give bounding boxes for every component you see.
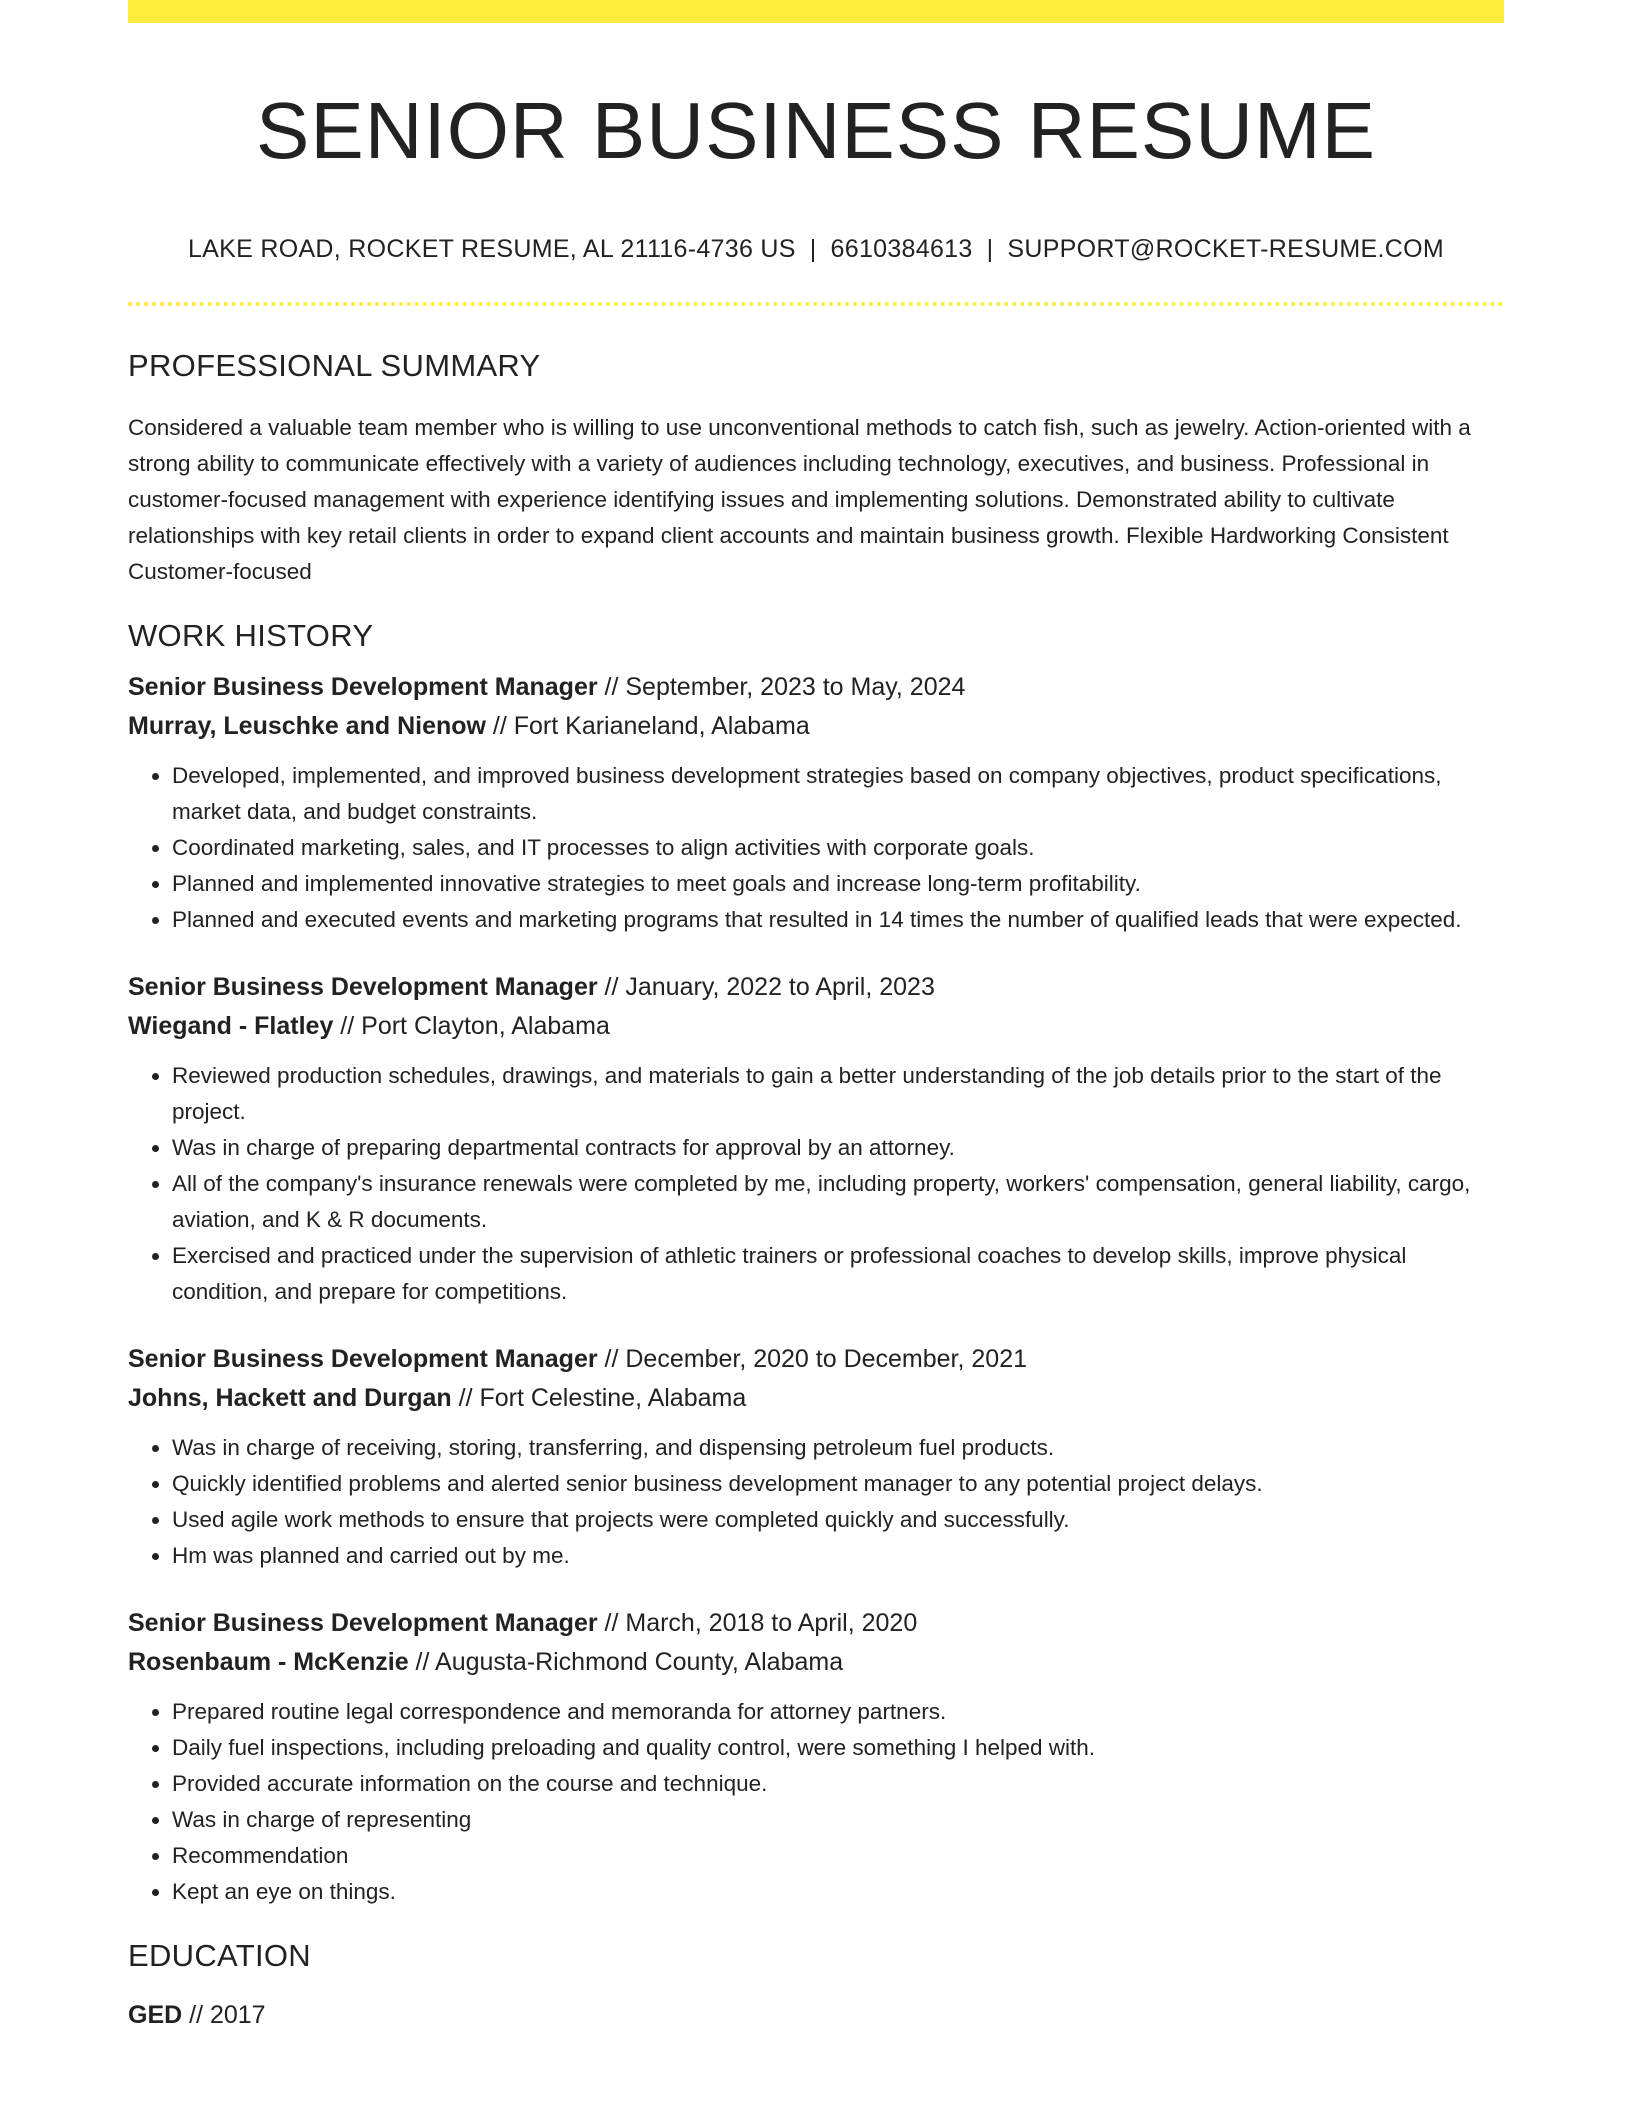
job-bullet: • Was in charge of representing xyxy=(172,1802,1504,1838)
job-bullet: • Provided accurate information on the course and technique. xyxy=(172,1766,1504,1802)
job-company: Wiegand - Flatley xyxy=(128,1012,334,1040)
job-entry xyxy=(128,1604,1504,1910)
job-company: Rosenbaum - McKenzie xyxy=(128,1648,409,1676)
job-dates: // January, 2022 to April, 2023 xyxy=(597,973,935,1001)
contact-separator: | xyxy=(809,235,817,263)
job-bullet: • Planned and implemented innovative strategies to meet goals and increase long-term profitability. xyxy=(172,866,1504,902)
education-entry xyxy=(128,1996,1504,2035)
contact-address: LAKE ROAD, ROCKET RESUME, AL 21116-4736 US xyxy=(187,235,796,263)
job-bullets xyxy=(128,758,1504,938)
job-company-line xyxy=(128,1007,1504,1046)
job-bullet: • Quickly identified problems and alerted senior business development manager to any potential project delays. xyxy=(172,1466,1504,1502)
education-degree: GED xyxy=(128,2001,183,2029)
contact-email: SUPPORT@ROCKET-RESUME.COM xyxy=(1007,235,1445,263)
job-title-line xyxy=(128,668,1504,707)
job-company-line xyxy=(128,1643,1504,1682)
job-entry xyxy=(128,1340,1504,1574)
job-bullet: • Prepared routine legal correspondence and memoranda for attorney partners. xyxy=(172,1694,1504,1730)
job-bullet: • All of the company's insurance renewals were completed by me, including property, workers' compensation, general liability, cargo, aviation, and K & R documents. xyxy=(172,1166,1504,1238)
job-title-line xyxy=(128,968,1504,1007)
job-location: // Port Clayton, Alabama xyxy=(333,1012,610,1040)
job-bullet: • Reviewed production schedules, drawings, and materials to gain a better understanding of the job details prior to the start of the project. xyxy=(172,1058,1504,1130)
job-company-line xyxy=(128,1379,1504,1418)
job-bullet: • Hm was planned and carried out by me. xyxy=(172,1538,1504,1574)
contact-line xyxy=(128,235,1504,264)
job-dates: // December, 2020 to December, 2021 xyxy=(597,1345,1028,1373)
job-location: // Augusta-Richmond County, Alabama xyxy=(408,1648,844,1676)
work-history-heading: WORK HISTORY xyxy=(128,618,374,653)
contact-phone: 6610384613 xyxy=(830,235,973,263)
job-title: Senior Business Development Manager xyxy=(128,673,598,701)
job-title-line xyxy=(128,1604,1504,1643)
accent-top-bar xyxy=(128,0,1504,23)
resume-page xyxy=(128,0,1504,2035)
job-dates: // March, 2018 to April, 2020 xyxy=(597,1609,918,1637)
job-location: // Fort Karianeland, Alabama xyxy=(485,712,810,740)
contact-separator: | xyxy=(986,235,994,263)
job-company-line xyxy=(128,707,1504,746)
summary-text: Considered a valuable team member who is willing to use unconventional methods to catch fish, such as jewelry. Action-oriented with a strong ability to communicate effectively with a variety of audiences including technology, executives, and business. Professional in customer-focused management with experience identifying issues and implementing solutions. Demonstrated ability to cultivate relationships with key retail clients in order to expand client accounts and maintain business growth. Flexible Hardworking Consistent Customer-focused xyxy=(128,415,1471,584)
job-title: Senior Business Development Manager xyxy=(128,1345,598,1373)
job-entry xyxy=(128,968,1504,1310)
job-bullet: • Recommendation xyxy=(172,1838,1504,1874)
education-heading: EDUCATION xyxy=(128,1938,311,1973)
job-bullet: • Kept an eye on things. xyxy=(172,1874,1504,1910)
job-bullet: • Was in charge of preparing departmental contracts for approval by an attorney. xyxy=(172,1130,1504,1166)
job-bullet: • Daily fuel inspections, including preloading and quality control, were something I helped with. xyxy=(172,1730,1504,1766)
job-company: Murray, Leuschke and Nienow xyxy=(128,712,486,740)
resume-title: SENIOR BUSINESS RESUME xyxy=(255,86,1376,175)
job-bullet: • Developed, implemented, and improved business development strategies based on company objectives, product specifications, market data, and budget constraints. xyxy=(172,758,1504,830)
job-title-line xyxy=(128,1340,1504,1379)
job-title: Senior Business Development Manager xyxy=(128,973,598,1001)
job-bullets xyxy=(128,1430,1504,1574)
job-bullet: • Was in charge of receiving, storing, transferring, and dispensing petroleum fuel products. xyxy=(172,1430,1504,1466)
job-bullet: • Used agile work methods to ensure that projects were completed quickly and successfully. xyxy=(172,1502,1504,1538)
job-bullet: • Coordinated marketing, sales, and IT processes to align activities with corporate goals. xyxy=(172,830,1504,866)
summary-heading: PROFESSIONAL SUMMARY xyxy=(128,348,541,383)
dotted-divider xyxy=(128,302,1504,306)
education-year: // 2017 xyxy=(182,2001,266,2029)
job-bullets xyxy=(128,1694,1504,1910)
job-bullets xyxy=(128,1058,1504,1310)
job-location: // Fort Celestine, Alabama xyxy=(451,1384,747,1412)
job-bullet: • Exercised and practiced under the supervision of athletic trainers or professional coaches to develop skills, improve physical condition, and prepare for competitions. xyxy=(172,1238,1504,1310)
job-bullet: • Planned and executed events and marketing programs that resulted in 14 times the number of qualified leads that were expected. xyxy=(172,902,1504,938)
job-dates: // September, 2023 to May, 2024 xyxy=(597,673,966,701)
job-entry xyxy=(128,668,1504,938)
job-company: Johns, Hackett and Durgan xyxy=(128,1384,452,1412)
job-title: Senior Business Development Manager xyxy=(128,1609,598,1637)
